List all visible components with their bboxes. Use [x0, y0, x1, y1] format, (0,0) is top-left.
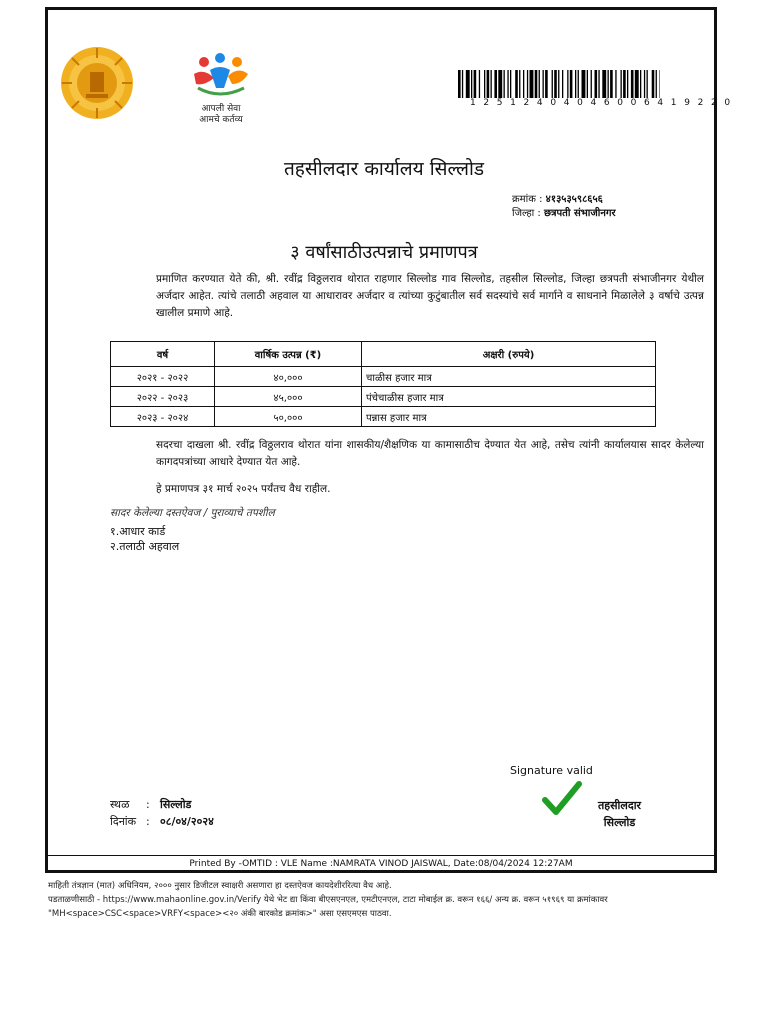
barcode-bar	[558, 70, 559, 98]
header-in-words: अक्षरी (रुपये)	[362, 342, 656, 367]
certificate-paragraph-2: सदरचा दाखला श्री. रवींद्र विठ्ठलराव थोरात यांना शासकीय/शैक्षणिक या कामासाठीच देण्यात येत आहे, तसेच त्यांनी कार्यालयास सादर केलेल्या कागदपत्रांच्या आधारे देण्यात येत आहे.	[156, 439, 704, 468]
barcode-bar	[515, 70, 518, 98]
date-label: दिनांक	[110, 815, 137, 828]
kramank-row	[512, 191, 603, 205]
barcode-bar	[484, 70, 485, 98]
barcode-bar	[543, 70, 544, 98]
signatory-designation: तहसीलदार	[598, 799, 642, 812]
document-item: १.आधार कार्ड	[110, 525, 166, 538]
certificate-paragraph-1: प्रमाणित करण्यात येते की, श्री. रवींद्र विठ्ठलराव थोरात राहणार सिल्लोड गाव सिल्लोड, तहसील सिल्लोड, जिल्हा छत्रपती संभाजीनगर येथील अर्जदार आहेत. त्यांचे तलाठी अहवाल या आधारावर अर्जदार व त्यांच्या कुटुंबातील सर्व सदस्यांचे सर्व मार्गाने व साधनाने मिळालेले ३ वर्षाचे उत्पन्न खालील प्रमाणे आहे.	[156, 273, 704, 319]
document-item: २.तलाठी अहवाल	[110, 540, 180, 553]
barcode-bar	[474, 70, 477, 98]
barcode-bar	[602, 70, 606, 98]
signatory-place: सिल्लोड	[603, 816, 636, 829]
barcode-bar	[627, 70, 628, 98]
barcode-bar	[578, 70, 579, 98]
year-cell: २०२२ - २०२३	[111, 387, 215, 407]
barcode-bar	[535, 70, 538, 98]
barcode-bar	[608, 70, 609, 98]
barcode-bar	[552, 70, 553, 98]
barcode-bar	[567, 70, 568, 98]
income-cell: ५०,०००	[215, 407, 362, 427]
footer-line-3: "MH<space>CSC<space>VRFY<space><२० अंकी बारकोड क्रमांक>" असा एसएमएस पाठवा.	[48, 909, 392, 919]
barcode-bar	[466, 70, 470, 98]
barcode-bar	[462, 70, 463, 98]
district-label: जिल्हा :	[512, 208, 541, 219]
barcode-bar	[458, 70, 461, 98]
table-row	[111, 387, 656, 407]
place-row: स्थळ : सिल्लोड	[110, 798, 192, 811]
footer-line-2: पडताळणीसाठी - https://www.mahaonline.gov.in/Verify येथे भेट द्या किंवा बीएसएनएल, एमटीएनएल, टाटा मोबाईल क्र. वरून १६६/ अन्य क्र. वरून ५१९६९ या क्रमांकावर	[48, 895, 608, 905]
signature-status: Signature valid	[510, 764, 593, 777]
barcode-bar	[570, 70, 573, 98]
logo-text-line2: आमचे कर्तव्य	[199, 115, 243, 125]
footer-line-1: माहिती तंत्रज्ञान (मात) अधिनियम, २००० नुसार डिजीटल स्वाक्षरी असणारा हा दस्तऐवज कायदेशीररित्या वैध आहे.	[48, 881, 392, 891]
barcode-bar	[519, 70, 520, 98]
barcode-bar	[545, 70, 548, 98]
barcode-bar	[640, 70, 641, 98]
district-value: छत्रपती संभाजीनगर	[543, 208, 616, 219]
date-value: ०८/०४/२०२४	[160, 815, 214, 828]
barcode-bar	[487, 70, 490, 98]
barcode-bar	[587, 70, 588, 98]
footer-notes	[48, 879, 728, 921]
barcode-bar	[530, 70, 534, 98]
kramank-label: क्रमांक :	[512, 194, 543, 205]
validity-text: हे प्रमाणपत्र ३१ मार्च २०२५ पर्यंतच वैध राहील.	[156, 483, 331, 495]
barcode	[458, 70, 660, 98]
signature-valid-check-icon	[542, 780, 582, 818]
barcode-bar	[631, 70, 634, 98]
date-row: दिनांक : ०८/०४/२०२४	[110, 815, 214, 828]
table-row	[111, 367, 656, 387]
signatory-block	[598, 797, 641, 831]
government-seal-icon	[60, 46, 134, 120]
barcode-bar	[635, 70, 639, 98]
district-row	[512, 205, 616, 219]
table-row	[111, 407, 656, 427]
header-income: वार्षिक उत्पन्न (₹)	[215, 342, 362, 367]
place-label: स्थळ	[110, 798, 130, 811]
words-cell: चाळीस हजार मात्र	[362, 367, 656, 387]
aapli-seva-people-icon	[190, 50, 252, 100]
barcode-bar	[623, 70, 626, 98]
table-header-row	[111, 342, 656, 367]
barcode-bar	[539, 70, 540, 98]
aapli-seva-logo	[190, 50, 252, 126]
barcode-bar	[615, 70, 616, 98]
barcode-bar	[479, 70, 480, 98]
barcode-bar	[621, 70, 622, 98]
logo-text-line1: आपली सेवा	[201, 104, 241, 114]
barcode-bar	[644, 70, 645, 98]
barcode-bar	[652, 70, 655, 98]
year-cell: २०२१ - २०२२	[111, 367, 215, 387]
barcode-number: 1 2 5 1 2 4 0 4 0 4 6 0 0 6 4 1 9 2 2 0	[470, 98, 733, 108]
barcode-bar	[527, 70, 528, 98]
barcode-bar	[507, 70, 508, 98]
year-cell: २०२३ - २०२४	[111, 407, 215, 427]
income-table	[110, 341, 656, 427]
barcode-bar	[598, 70, 599, 98]
barcode-bar	[647, 70, 648, 98]
office-title: तहसीलदार कार्यालय सिल्लोड	[283, 158, 485, 180]
barcode-bar	[491, 70, 492, 98]
words-cell: पन्नास हजार मात्र	[362, 407, 656, 427]
certificate-title: ३ वर्षांसाठीउत्पन्नाचे प्रमाणपत्र	[290, 242, 478, 263]
barcode-bar	[471, 70, 472, 98]
words-cell: पंचेचाळीस हजार मात्र	[362, 387, 656, 407]
income-cell: ४०,०००	[215, 367, 362, 387]
barcode-bar	[498, 70, 502, 98]
barcode-bar	[582, 70, 586, 98]
barcode-bar	[656, 70, 657, 98]
kramank-value: ४१३५३५९८६५६	[545, 194, 603, 205]
barcode-bar	[510, 70, 511, 98]
barcode-bar	[575, 70, 576, 98]
barcode-bar	[523, 70, 524, 98]
barcode-bar	[562, 70, 563, 98]
barcode-bar	[610, 70, 613, 98]
barcode-bar	[595, 70, 598, 98]
print-info: Printed By -OMTID : VLE Name :NAMRATA VINOD JAISWAL, Date:08/04/2024 12:27AM	[48, 855, 714, 872]
header-year: वर्ष	[111, 342, 215, 367]
income-cell: ४५,०००	[215, 387, 362, 407]
barcode-bar	[660, 70, 661, 98]
place-value: सिल्लोड	[160, 798, 192, 811]
documents-heading: सादर केलेल्या दस्तऐवज / पुराव्याचे तपशील	[110, 507, 275, 519]
barcode-bar	[554, 70, 557, 98]
barcode-bar	[494, 70, 497, 98]
barcode-bar	[504, 70, 505, 98]
barcode-bar	[591, 70, 592, 98]
